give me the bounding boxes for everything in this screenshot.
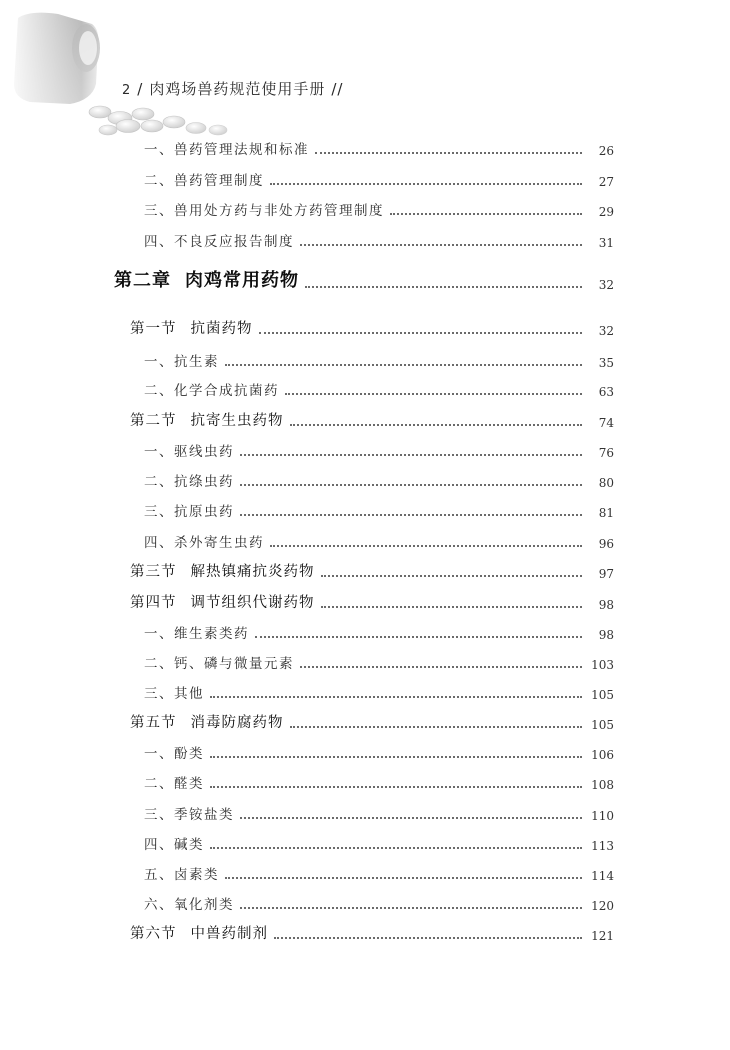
toc-entry-page-number: 103 <box>591 658 614 672</box>
toc-entry-item[interactable] <box>144 889 614 913</box>
dot-leader <box>255 620 582 638</box>
toc-entry-label: 一、酚类 <box>144 746 204 762</box>
toc-entry-page-number: 74 <box>598 416 614 430</box>
dot-leader <box>290 408 583 426</box>
toc-entry-label: 三、季铵盐类 <box>144 807 234 823</box>
toc-entry-title: 消毒防腐药物 <box>190 715 284 731</box>
dot-leader <box>210 740 582 758</box>
toc-entry-label: 一、兽药管理法规和标准 <box>144 142 309 158</box>
dot-leader <box>240 801 582 819</box>
toc-entry-title: 抗寄生虫药物 <box>190 413 284 429</box>
toc-entry-label: 一、驱线虫药 <box>144 444 234 460</box>
toc-entry-page-number: 26 <box>598 144 614 158</box>
toc-entry-page-number: 113 <box>591 839 614 853</box>
dot-leader <box>210 770 582 788</box>
toc-entry-label: 二、醛类 <box>144 776 204 792</box>
toc-entry-page-number: 81 <box>598 506 614 520</box>
toc-entry-label: 二、抗绦虫药 <box>144 474 234 490</box>
toc-entry-page-number: 106 <box>591 748 614 762</box>
toc-entry-page-number: 32 <box>598 278 614 292</box>
toc-entry-section[interactable] <box>130 557 614 581</box>
toc-entry-section[interactable] <box>130 314 614 338</box>
toc-entry-page-number: 97 <box>598 567 614 581</box>
toc-entry-label: 三、其他 <box>144 686 204 702</box>
toc-entry-item[interactable] <box>144 134 614 158</box>
toc-entry-section[interactable] <box>130 919 614 943</box>
toc-entry-page-number: 121 <box>591 929 614 943</box>
toc-entry-label: 一、维生素类药 <box>144 626 249 642</box>
toc-entry-number: 第六节 <box>130 926 177 942</box>
dot-leader <box>270 167 582 185</box>
toc-entry-label <box>130 922 268 943</box>
toc-entry-title: 抗菌药物 <box>190 321 253 337</box>
dot-leader <box>240 498 582 516</box>
medicine-bottle-pills-illustration <box>0 0 260 140</box>
toc-entry-item[interactable] <box>144 527 614 551</box>
toc-entry-page-number: 80 <box>598 476 614 490</box>
toc-entry-page-number: 105 <box>591 718 614 732</box>
toc-entry-label <box>130 711 284 732</box>
toc-entry-label: 六、氧化剂类 <box>144 897 234 913</box>
toc-entry-page-number: 76 <box>598 446 614 460</box>
dot-leader <box>290 710 583 728</box>
toc-entry-item[interactable] <box>144 738 614 762</box>
toc-entry-item[interactable] <box>144 678 614 702</box>
dot-leader <box>315 136 582 154</box>
toc-entry-number: 第五节 <box>130 715 177 731</box>
toc-entry-label: 四、不良反应报告制度 <box>144 234 294 250</box>
toc-entry-item[interactable] <box>144 226 614 250</box>
dot-leader <box>390 197 582 215</box>
toc-entry-title: 中兽药制剂 <box>190 926 268 942</box>
dot-leader <box>225 861 582 879</box>
dot-leader <box>210 831 582 849</box>
dot-leader <box>225 348 582 366</box>
toc-entry-page-number: 27 <box>598 175 614 189</box>
toc-entry-page-number: 120 <box>591 899 614 913</box>
toc-entry-chapter[interactable] <box>114 268 614 292</box>
running-header <box>122 78 343 99</box>
dot-leader <box>240 468 582 486</box>
toc-entry-item[interactable] <box>144 829 614 853</box>
toc-entry-item[interactable] <box>144 768 614 792</box>
dot-leader <box>285 377 582 395</box>
toc-entry-label <box>114 266 299 292</box>
toc-entry-item[interactable] <box>144 859 614 883</box>
dot-leader <box>300 228 582 246</box>
toc-entry-number: 第二节 <box>130 413 177 429</box>
toc-entry-page-number: 98 <box>598 628 614 642</box>
toc-entry-number: 第二章 <box>114 270 171 291</box>
toc-entry-page-number: 31 <box>598 236 614 250</box>
toc-entry-label: 三、兽用处方药与非处方药管理制度 <box>144 203 384 219</box>
book-title: 肉鸡场兽药规范使用手册 <box>149 80 326 98</box>
toc-entry-label: 四、杀外寄生虫药 <box>144 535 264 551</box>
toc-entry-page-number: 35 <box>598 356 614 370</box>
toc-entry-number: 第四节 <box>130 595 177 611</box>
toc-entry-item[interactable] <box>144 195 614 219</box>
header-slash-left: / <box>137 80 144 98</box>
dot-leader <box>270 529 582 547</box>
dot-leader <box>274 921 582 939</box>
toc-entry-label <box>130 317 253 338</box>
dot-leader <box>305 270 582 288</box>
toc-entry-label: 三、抗原虫药 <box>144 504 234 520</box>
dot-leader <box>240 891 582 909</box>
toc-entry-number: 第三节 <box>130 564 177 580</box>
toc-entry-title: 解热镇痛抗炎药物 <box>190 564 315 580</box>
toc-entry-page-number: 105 <box>591 688 614 702</box>
dot-leader <box>321 559 583 577</box>
toc-entry-label: 四、碱类 <box>144 837 204 853</box>
toc-entry-title: 调节组织代谢药物 <box>190 595 315 611</box>
dot-leader <box>210 680 582 698</box>
toc-entry-item[interactable] <box>144 496 614 520</box>
toc-entry-page-number: 96 <box>598 537 614 551</box>
toc-entry-page-number: 110 <box>591 809 614 823</box>
toc-entry-label <box>130 409 284 430</box>
toc-entry-label: 五、卤素类 <box>144 867 219 883</box>
dot-leader <box>300 650 582 668</box>
dot-leader <box>259 316 583 334</box>
toc-entry-item[interactable] <box>144 648 614 672</box>
toc-entry-label: 一、抗生素 <box>144 354 219 370</box>
toc-entry-page-number: 108 <box>591 778 614 792</box>
header-slash-right: // <box>331 80 344 98</box>
dot-leader <box>321 590 583 608</box>
toc-entry-section[interactable] <box>130 708 614 732</box>
toc-entry-item[interactable] <box>144 436 614 460</box>
toc-entry-section[interactable] <box>130 588 614 612</box>
toc-entry-label <box>130 560 315 581</box>
dot-leader <box>240 438 582 456</box>
toc-entry-item[interactable] <box>144 466 614 490</box>
toc-entry-item[interactable] <box>144 346 614 370</box>
toc-entry-label <box>130 591 315 612</box>
toc-entry-item[interactable] <box>144 799 614 823</box>
toc-entry-label: 二、兽药管理制度 <box>144 173 264 189</box>
toc-entry-label: 二、钙、磷与微量元素 <box>144 656 294 672</box>
toc-entry-page-number: 63 <box>598 385 614 399</box>
toc-entry-page-number: 29 <box>598 205 614 219</box>
toc-entry-page-number: 114 <box>591 869 614 883</box>
page-number: 2 <box>122 83 132 98</box>
toc-entry-number: 第一节 <box>130 321 177 337</box>
toc-entry-title: 肉鸡常用药物 <box>185 270 299 291</box>
toc-entry-item[interactable] <box>144 375 614 399</box>
toc-entry-item[interactable] <box>144 165 614 189</box>
toc-entry-item[interactable] <box>144 618 614 642</box>
toc-entry-page-number: 98 <box>598 598 614 612</box>
toc-entry-label: 二、化学合成抗菌药 <box>144 383 279 399</box>
toc-entry-page-number: 32 <box>598 324 614 338</box>
toc-entry-section[interactable] <box>130 406 614 430</box>
